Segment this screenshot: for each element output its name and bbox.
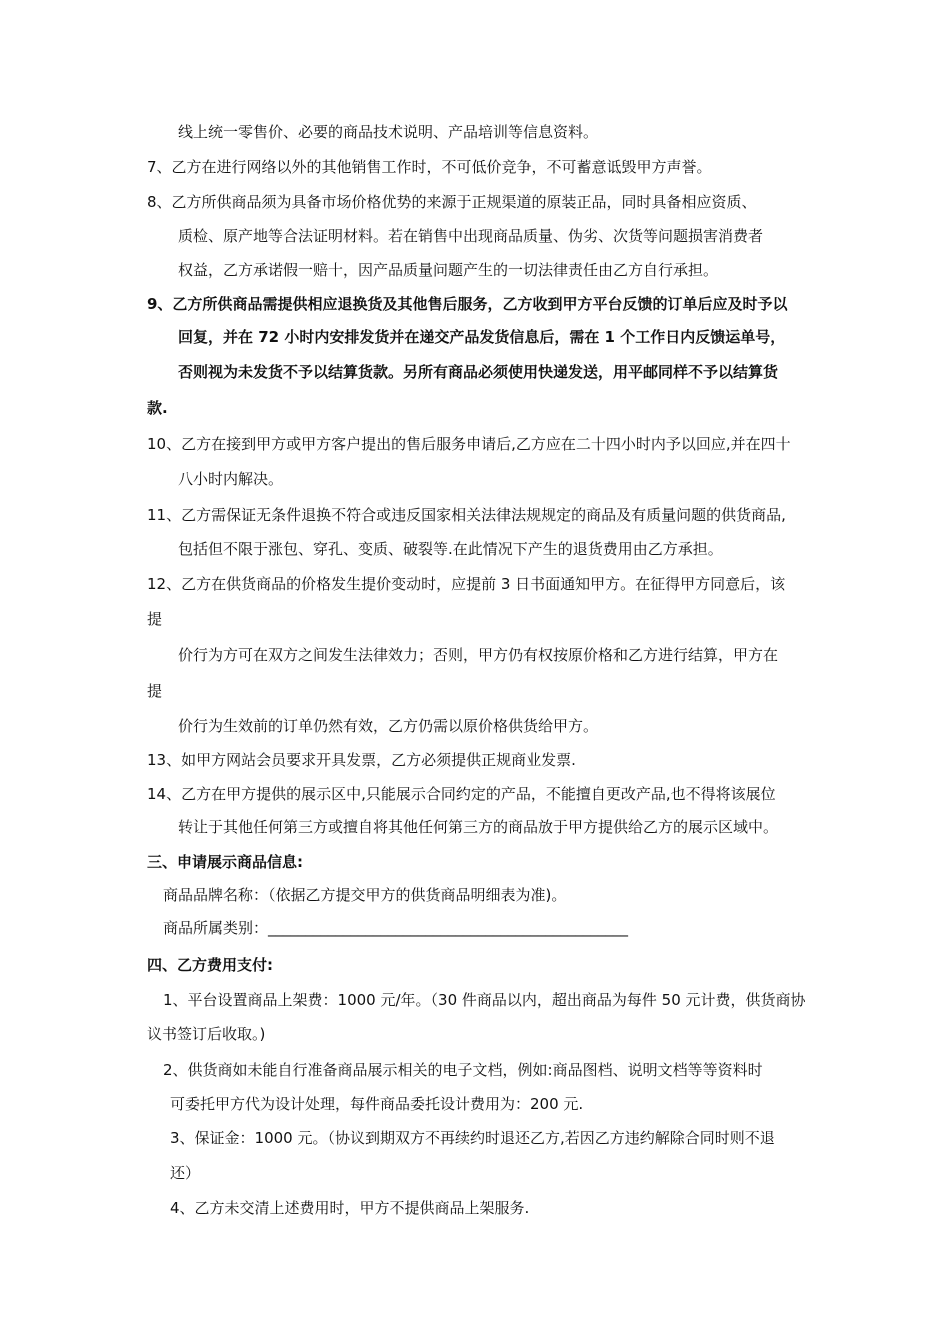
clause-10: 10、乙方在接到甲方或甲方客户提出的售后服务申请后,乙方应在二十四小时内予以回应,并在四十	[147, 435, 791, 453]
text-line: 转让于其他任何第三方或擅自将其他任何第三方的商品放于甲方提供给乙方的展示区域中。	[178, 818, 779, 836]
text-line: 质检、原产地等合法证明材料。若在销售中出现商品质量、伪劣、次货等问题损害消费者	[178, 227, 764, 245]
text-line: 线上统一零售价、必要的商品技术说明、产品培训等信息资料。	[178, 123, 599, 141]
section-heading-3: 三、申请展示商品信息:	[147, 853, 303, 871]
clause-12: 12、乙方在供货商品的价格发生提价变动时，应提前 3 日书面通知甲方。在征得甲方同意后，该	[147, 575, 786, 593]
text-line: 回复，并在 72 小时内安排发货并在递交产品发货信息后，需在 1 个工作日内反馈运单号，	[178, 328, 786, 346]
brand-name-line: 商品品牌名称：（依据乙方提交甲方的供货商品明细表为准)。	[163, 886, 567, 904]
category-line: 商品所属类别：________________________________________________	[163, 919, 629, 937]
clause-7: 7、乙方在进行网络以外的其他销售工作时，不可低价竞争，不可蓄意诋毁甲方声誉。	[147, 158, 712, 176]
text-line: 权益，乙方承诺假一赔十，因产品质量问题产生的一切法律责任由乙方自行承担。	[178, 261, 719, 279]
text-line: 提	[147, 682, 163, 700]
text-line: 款.	[147, 399, 168, 417]
clause-9: 9、乙方所供商品需提供相应退换货及其他售后服务，乙方收到甲方平台反馈的订单后应及时予以	[147, 295, 788, 313]
fee-item-1: 1、平台设置商品上架费：1000 元/年。（30 件商品以内，超出商品为每件 50 元计费，供货商协	[163, 991, 806, 1009]
fee-item-3: 3、保证金：1000 元。（协议到期双方不再续约时退还乙方,若因乙方违约解除合同时则不退	[170, 1129, 775, 1147]
clause-14: 14、乙方在甲方提供的展示区中,只能展示合同约定的产品，不能擅自更改产品,也不得将该展位	[147, 785, 776, 803]
text-line: 否则视为未发货不予以结算货款。另所有商品必须使用快递发送，用平邮同样不予以结算货	[178, 363, 779, 381]
clause-8: 8、乙方所供商品须为具备市场价格优势的来源于正规渠道的原装正品，同时具备相应资质、	[147, 193, 757, 211]
text-line: 还）	[170, 1164, 201, 1182]
text-line: 提	[147, 610, 163, 628]
text-line: 价行为生效前的订单仍然有效，乙方仍需以原价格供货给甲方。	[178, 717, 599, 735]
fee-item-4: 4、乙方未交清上述费用时，甲方不提供商品上架服务.	[170, 1199, 530, 1217]
text-line: 可委托甲方代为设计处理，每件商品委托设计费用为：200 元.	[170, 1095, 584, 1113]
fee-item-2: 2、供货商如未能自行准备商品展示相关的电子文档，例如:商品图档、说明文档等等资料时	[163, 1061, 763, 1079]
text-line: 包括但不限于涨包、穿孔、变质、破裂等.在此情况下产生的退货费用由乙方承担。	[178, 540, 723, 558]
clause-13: 13、如甲方网站会员要求开具发票，乙方必须提供正规商业发票.	[147, 751, 576, 769]
text-line: 八小时内解决。	[178, 470, 284, 488]
text-line: 议书签订后收取。)	[147, 1025, 266, 1043]
section-heading-4: 四、乙方费用支付:	[147, 956, 273, 974]
text-line: 价行为方可在双方之间发生法律效力；否则，甲方仍有权按原价格和乙方进行结算，甲方在	[178, 646, 779, 664]
clause-11: 11、乙方需保证无条件退换不符合或违反国家相关法律法规规定的商品及有质量问题的供货商品,	[147, 506, 786, 524]
